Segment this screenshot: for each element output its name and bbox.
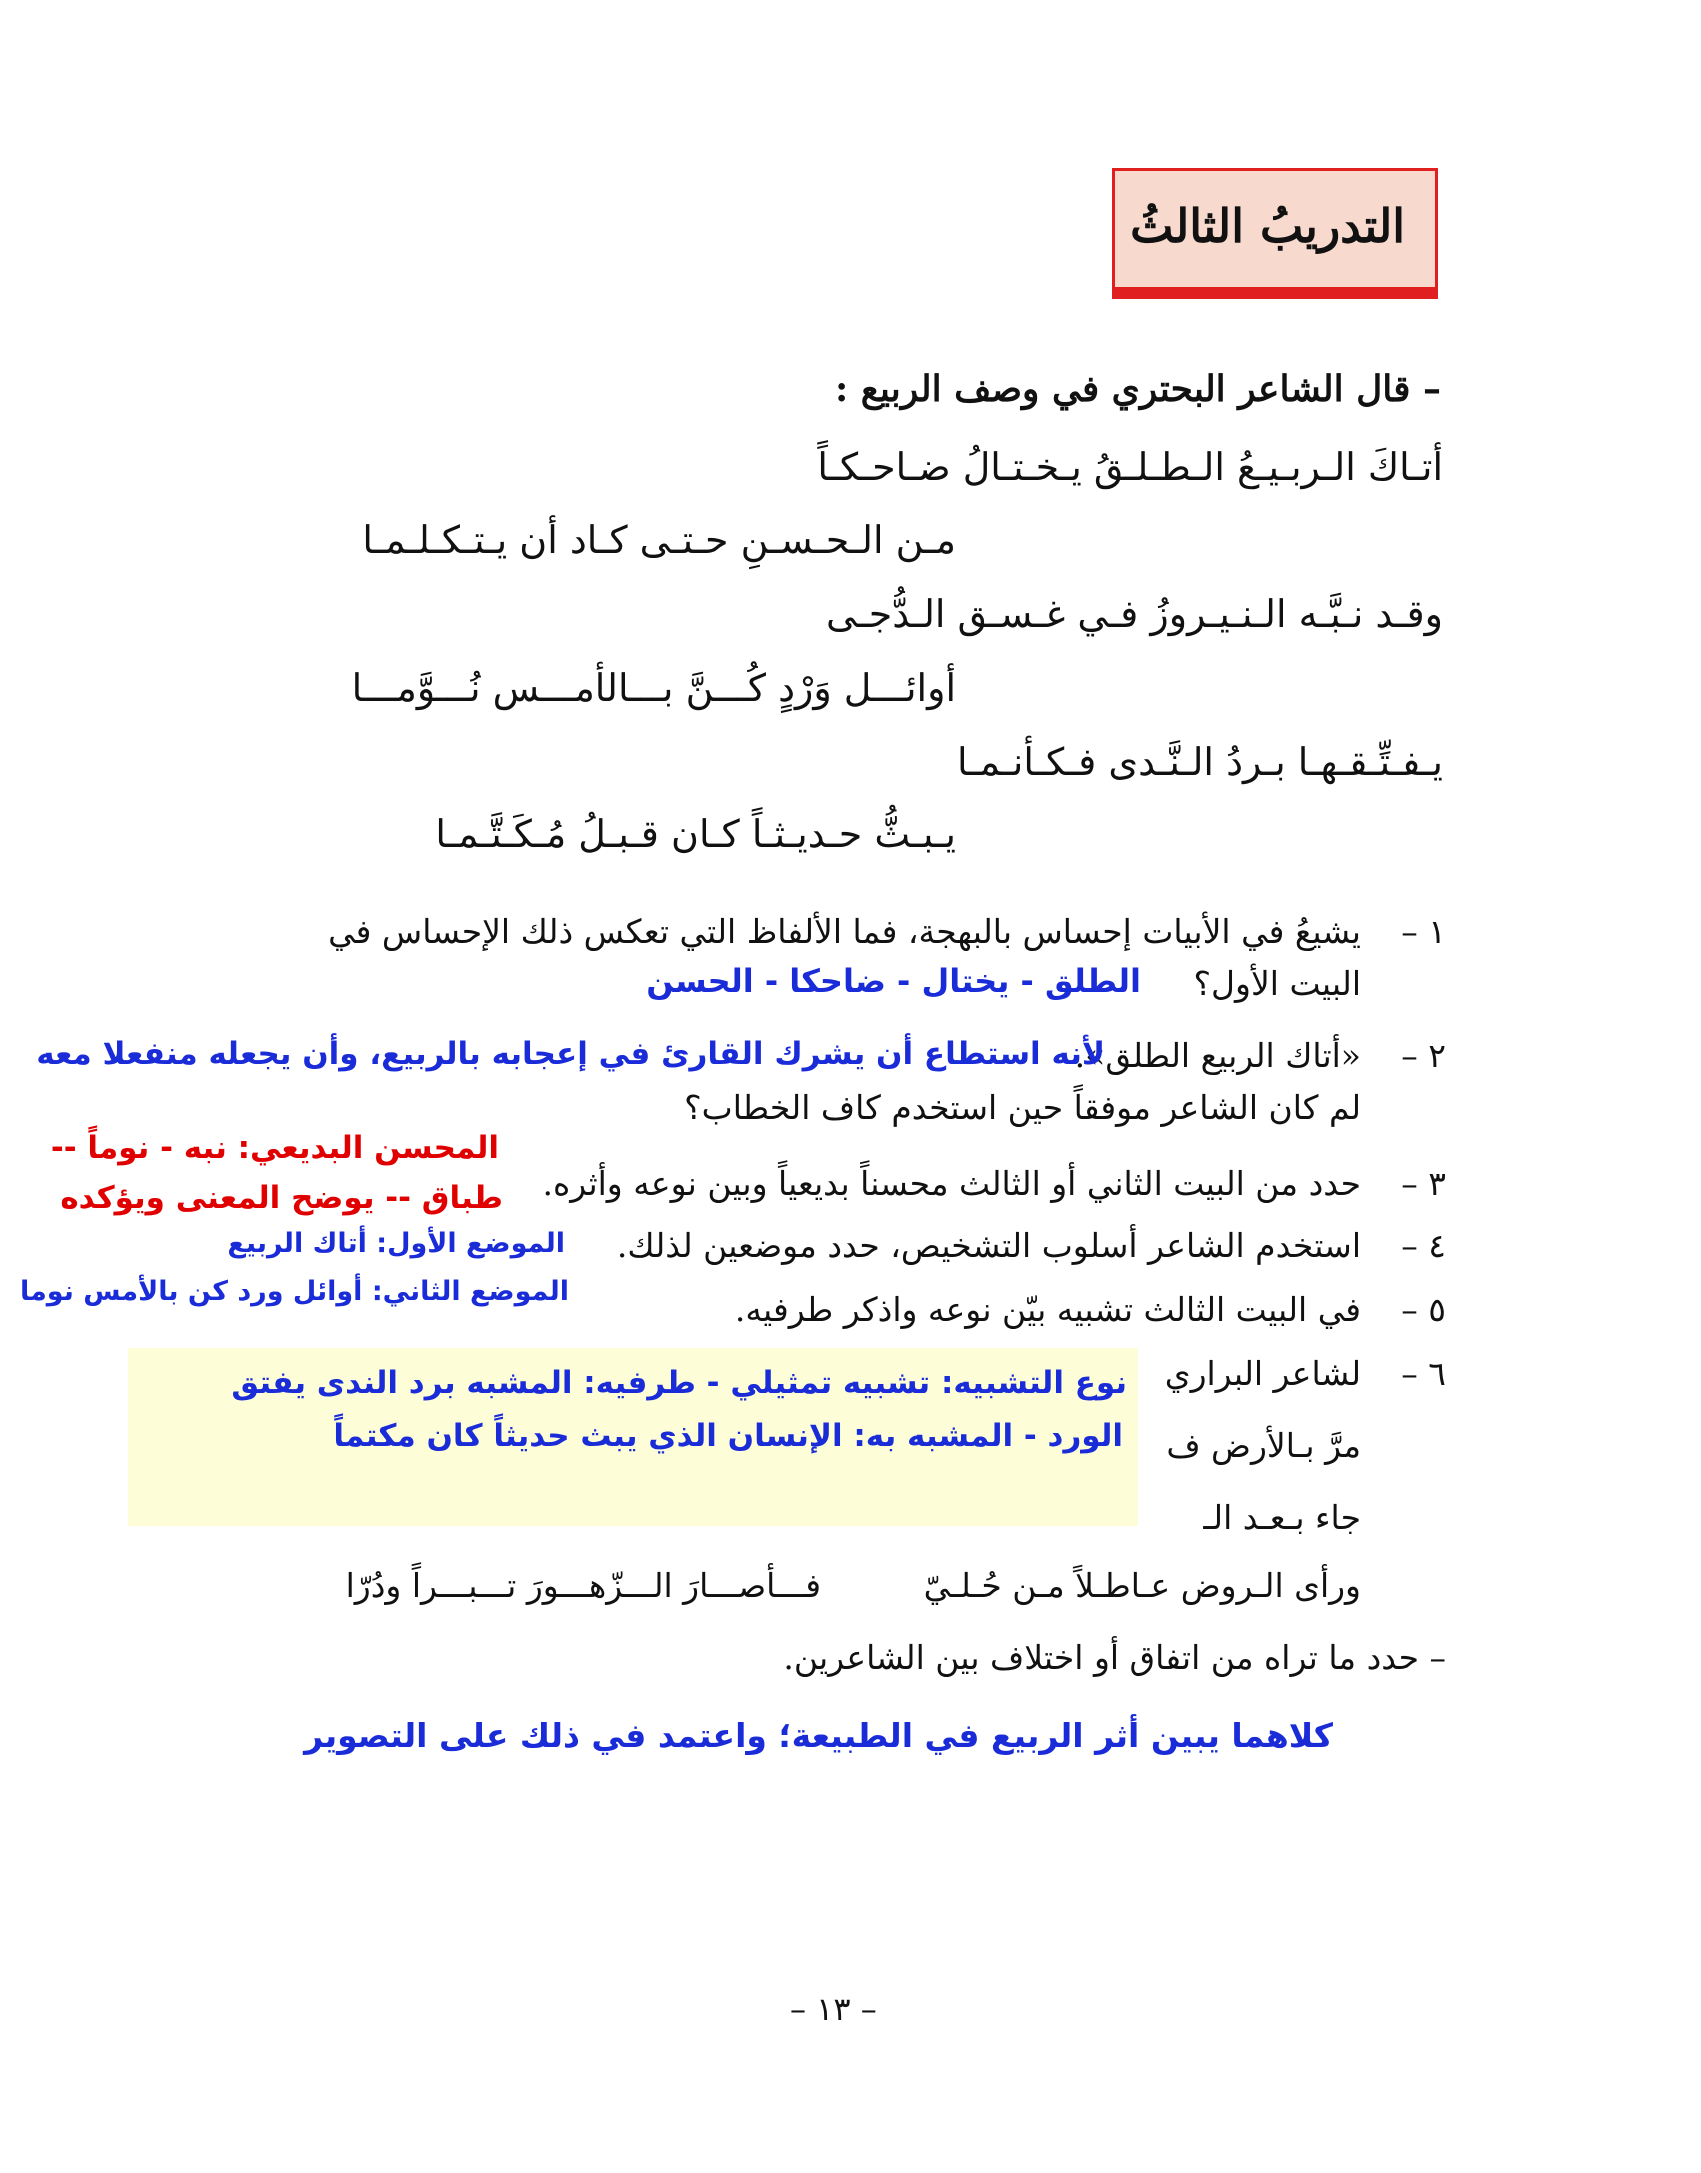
q6-text-line4a: ورأى الـروض عـاطـلاً مـن حُـلـيّ [923,1566,1361,1605]
verse-3: وقـد نـبَّـه الـنـيـروزُ فـي غـسـق الـدُّجـى [825,592,1443,636]
page-number: – ١٣ – [790,1990,877,2028]
q6-number: ٦ – [1401,1354,1446,1393]
answer-1: الطلق - يختال - ضاحكا - الحسن [646,962,1141,1000]
q2-text-line2: لم كان الشاعر موفقاً حين استخدم كاف الخطاب؟ [684,1088,1361,1127]
q6-text-line4b: فـــأصـــارَ الـــزّهـــورَ تـــبـــراً ودُرّا [345,1566,821,1605]
q6-text-line2: مرَّ بـالأرض ف [1166,1426,1361,1465]
q3-number: ٣ – [1401,1164,1446,1203]
answer-5-line2: الورد - المشبه به: الإنسان الذي يبث حديثاً كان مكتماً [333,1418,1123,1454]
answer-3-line1: المحسن البديعي: نبه - نوماً -- [50,1130,499,1166]
q6-task: – حدد ما تراه من اتفاق أو اختلاف بين الشاعرين. [783,1638,1446,1677]
answer-5-line1: نوع التشبيه: تشبيه تمثيلي - طرفيه: المشبه برد الندى يفتق [231,1365,1127,1401]
q5-text-line1: في البيت الثالث تشبيه بيّن نوعه واذكر طرفيه. [734,1290,1361,1329]
answer-6: كلاهما يبين أثر الربيع في الطبيعة؛ واعتمد في ذلك على التصوير [304,1716,1333,1755]
answer-4-line1: الموضع الأول: أتاك الربيع [227,1228,565,1259]
q4-text-line1: استخدم الشاعر أسلوب التشخيص، حدد موضعين لذلك. [616,1226,1361,1265]
verse-6: يـبـثُّ حـديـثـاً كـان قـبـلُ مُـكَـتَّـمـا [435,812,956,856]
q2-text-line1: «أتاك الربيع الطلق». [1074,1036,1361,1075]
q6-text-line3: جاء بـعـد الـ [1203,1498,1361,1537]
answer-2: لأنه استطاع أن يشرك القارئ في إعجابه بالربيع، وأن يجعله منفعلا معه [36,1036,1105,1072]
q6-text-line1: لشاعر البراري [1164,1354,1361,1393]
q1-text-line1: يشيعُ في الأبيات إحساس بالبهجة، فما الألفاظ التي تعكس ذلك الإحساس في [328,912,1361,951]
q1-text-line2: البيت الأول؟ [1193,964,1361,1003]
q2-number: ٢ – [1401,1036,1446,1075]
q4-number: ٤ – [1401,1226,1446,1265]
verse-2: مـن الـحـسـنِ حـتـى كـاد أن يـتـكـلـمـا [362,518,956,562]
q1-number: ١ – [1401,912,1446,951]
verse-4: أوائـــل وَرْدٍ كُـــنَّ بـــالأمـــس نُـــوَّمـــا [351,666,956,710]
verse-5: يـفـتِّـقـهـا بـردُ الـنَّـدى فـكـأنـمـا [956,740,1443,784]
answer-4-line2: الموضع الثاني: أوائل ورد كن بالأمس نوما [19,1276,569,1307]
intro-line: – قال الشاعر البحتري في وصف الربيع : [834,368,1441,410]
exercise-title: التدريبُ الثالثُ [1130,199,1405,253]
verse-1: أتـاكَ الـربـيـعُ الـطـلـقُ يـخـتـالُ ضـاحـكـاً [817,445,1443,489]
answer-3-line2: طباق -- يوضح المعنى ويؤكده [60,1180,503,1216]
q5-number: ٥ – [1401,1290,1446,1329]
q3-text-line1: حدد من البيت الثاني أو الثالث محسناً بديعياً وبين نوعه وأثره. [542,1164,1361,1203]
exercise-title-box [1112,168,1438,290]
